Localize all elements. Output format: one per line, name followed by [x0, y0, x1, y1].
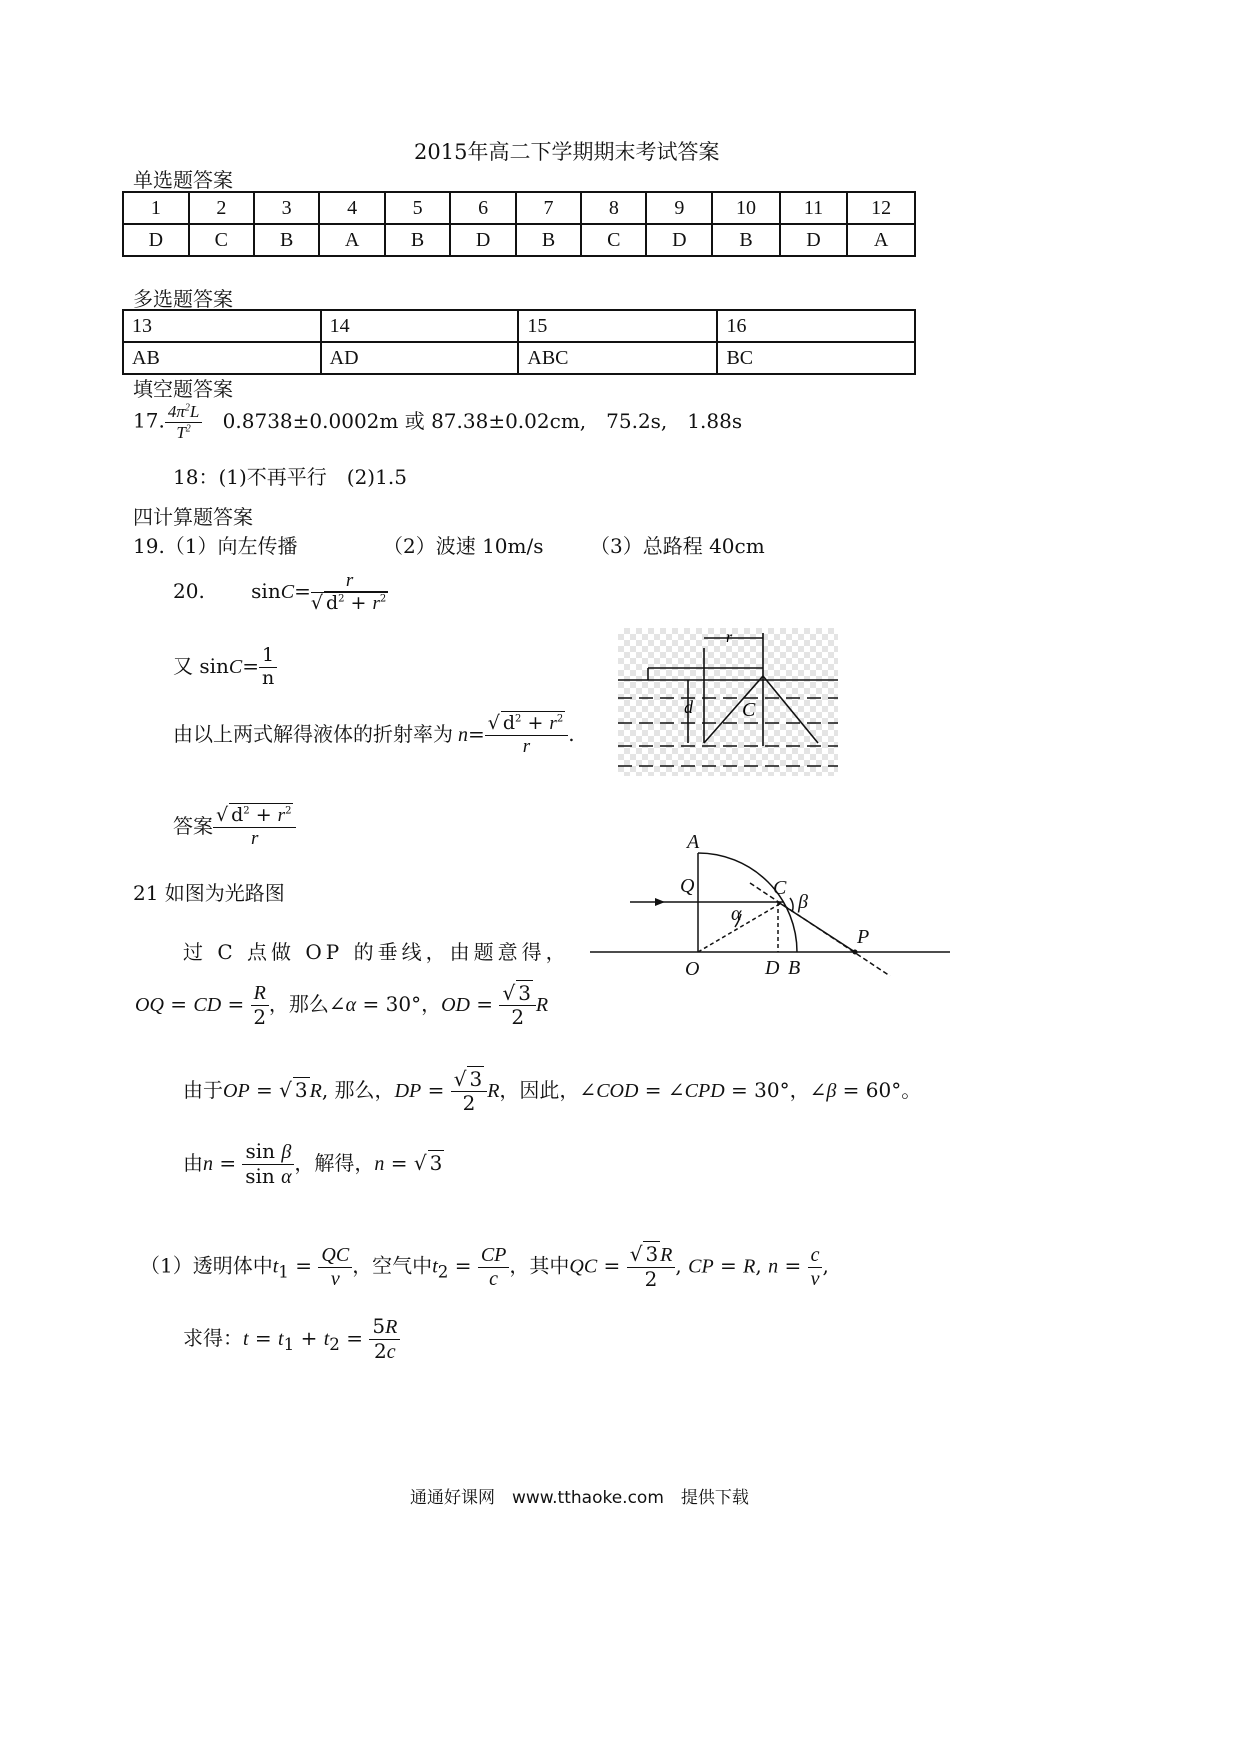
q20-formula-1: 20. sinC= $\frac{r}{√ d^2 + r^2}$ — [173, 570, 387, 614]
single-heading: 单选题答案 — [133, 168, 233, 192]
svg-text:Q: Q — [680, 875, 695, 897]
svg-text:C: C — [773, 877, 787, 899]
q21-where: ，其中 — [509, 1253, 570, 1278]
q21-then: ，那么 — [268, 992, 329, 1016]
multi-heading: 多选题答案 — [133, 287, 233, 311]
q19-part3: （3）总路程 40cm — [590, 534, 765, 558]
q19-part1: 19.（1）向左传播 — [133, 534, 298, 558]
svg-text:O: O — [685, 958, 700, 980]
table-cell: 8 — [581, 192, 646, 224]
q20-formula-2: 又 sinC= $\frac{1}{n}$ — [173, 645, 277, 690]
svg-text:β: β — [798, 891, 808, 913]
page-title: 2015年高二下学期期末考试答案 — [414, 140, 720, 164]
table-cell: 10 — [712, 192, 780, 224]
q17-answer — [133, 402, 742, 442]
table-cell: 1 — [123, 192, 189, 224]
q21-since: 由于 — [183, 1078, 223, 1102]
fill-heading: 填空题答案 — [133, 377, 233, 401]
footer-text: 通通好课网 www.tthaoke.com 提供下载 — [410, 1488, 749, 1508]
q21-line6: 求得：$t = t_1 + t_2$ = $\frac{5R}{2c}$ — [183, 1315, 400, 1364]
svg-text:B: B — [788, 957, 801, 979]
q18-answer: 18：(1)不再平行 (2)1.5 — [173, 465, 407, 489]
table-cell: ABC — [518, 342, 717, 374]
table-cell: AB — [123, 342, 321, 374]
svg-text:A: A — [687, 831, 700, 853]
svg-text:C: C — [742, 699, 756, 721]
table-cell: 9 — [646, 192, 712, 224]
table-row — [123, 192, 915, 224]
table-cell: D — [780, 224, 847, 256]
q21-line1: 过 C 点做 OP 的垂线，由题意得， — [183, 940, 570, 964]
q20-also: 又 — [173, 653, 193, 678]
table-row — [123, 310, 915, 342]
table-cell: 12 — [847, 192, 915, 224]
table-cell: D — [123, 224, 189, 256]
q20-conclusion: 由以上两式解得液体的折射率为 n= $\frac{√ d^2 + r^2}{r}$ . — [173, 712, 575, 757]
q21-diagram — [585, 828, 955, 988]
q20-label: 20. — [173, 578, 205, 603]
table-row — [123, 224, 915, 256]
table-cell: 4 — [319, 192, 385, 224]
q20-diagram — [618, 628, 838, 776]
q17-formula: $\frac{4\pi^2L}{T^2}$ — [165, 402, 203, 442]
q21-line2: OQ = CD = $\frac{R}{2}$ ，那么∠α = 30°，OD = $\frac{√ 3}{2}$ R — [135, 981, 549, 1029]
q20-answer-label: 答案 — [173, 813, 213, 838]
q17-values: 0.8738±0.0002m 或 87.38±0.02cm, 75.2s, 1.88s — [222, 408, 743, 433]
q21-part1: （1）透明体中 — [140, 1253, 273, 1278]
table-cell: AD — [321, 342, 519, 374]
table-cell: B — [712, 224, 780, 256]
svg-text:r: r — [726, 629, 733, 646]
table-cell: A — [847, 224, 915, 256]
q19-part2: （2）波速 10m/s — [383, 534, 544, 558]
q21-get: 求得： — [183, 1326, 243, 1350]
q20-answer: 答案 $\frac{√ d^2 + r^2}{r}$ — [173, 805, 296, 850]
table-cell: B — [516, 224, 581, 256]
table-cell: D — [450, 224, 516, 256]
table-cell: D — [646, 224, 712, 256]
q21-line3: 由于OP = √ 3 R, 那么，DP = $\frac{√ 3}{2}$ R，因此，∠COD = ∠CPD = 30°，∠β = 60°。 — [183, 1067, 922, 1115]
q21-air: ，空气中 — [352, 1253, 433, 1278]
calc-heading: 四计算题答案 — [133, 505, 253, 529]
q21-solve: ，解得， — [294, 1151, 375, 1175]
svg-text:α: α — [731, 903, 742, 925]
table-cell: 5 — [385, 192, 450, 224]
table-row — [123, 342, 915, 374]
svg-text:d: d — [684, 697, 693, 717]
table-cell: B — [385, 224, 450, 256]
q21-title: 21 如图为光路图 — [133, 881, 285, 905]
table-cell: C — [189, 224, 254, 256]
table-cell: 3 — [254, 192, 319, 224]
table-cell: B — [254, 224, 319, 256]
svg-text:D: D — [765, 957, 780, 979]
q21-line5: （1）透明体中$t_1$ = $\frac{QC}{v}$ ，空气中$t_2$ = $\frac{CP}{c}$ ，其中QC = $\frac{√ 3 R}{2}$ , CP = R, n = $\frac{c}{v}$ , — [140, 1242, 829, 1291]
q21-therefore: ，因此， — [499, 1078, 580, 1102]
table-cell: 15 — [518, 310, 717, 342]
q17-label: 17. — [133, 408, 165, 433]
q21-line4: 由n = $\frac{\text{sin β}}{\text{sin α}}$ ，解得，n = √ 3 — [183, 1139, 443, 1188]
q20-conclusion-text: 由以上两式解得液体的折射率为 — [173, 721, 453, 746]
single-answer-table — [122, 191, 916, 257]
table-cell: C — [581, 224, 646, 256]
multi-answer-table — [122, 309, 916, 375]
table-cell: 13 — [123, 310, 321, 342]
table-cell: BC — [717, 342, 915, 374]
table-cell: 7 — [516, 192, 581, 224]
svg-text:P: P — [857, 926, 870, 948]
table-cell: 11 — [780, 192, 847, 224]
table-cell: 2 — [189, 192, 254, 224]
table-cell: 16 — [717, 310, 915, 342]
table-cell: A — [319, 224, 385, 256]
table-cell: 14 — [321, 310, 519, 342]
table-cell: 6 — [450, 192, 516, 224]
